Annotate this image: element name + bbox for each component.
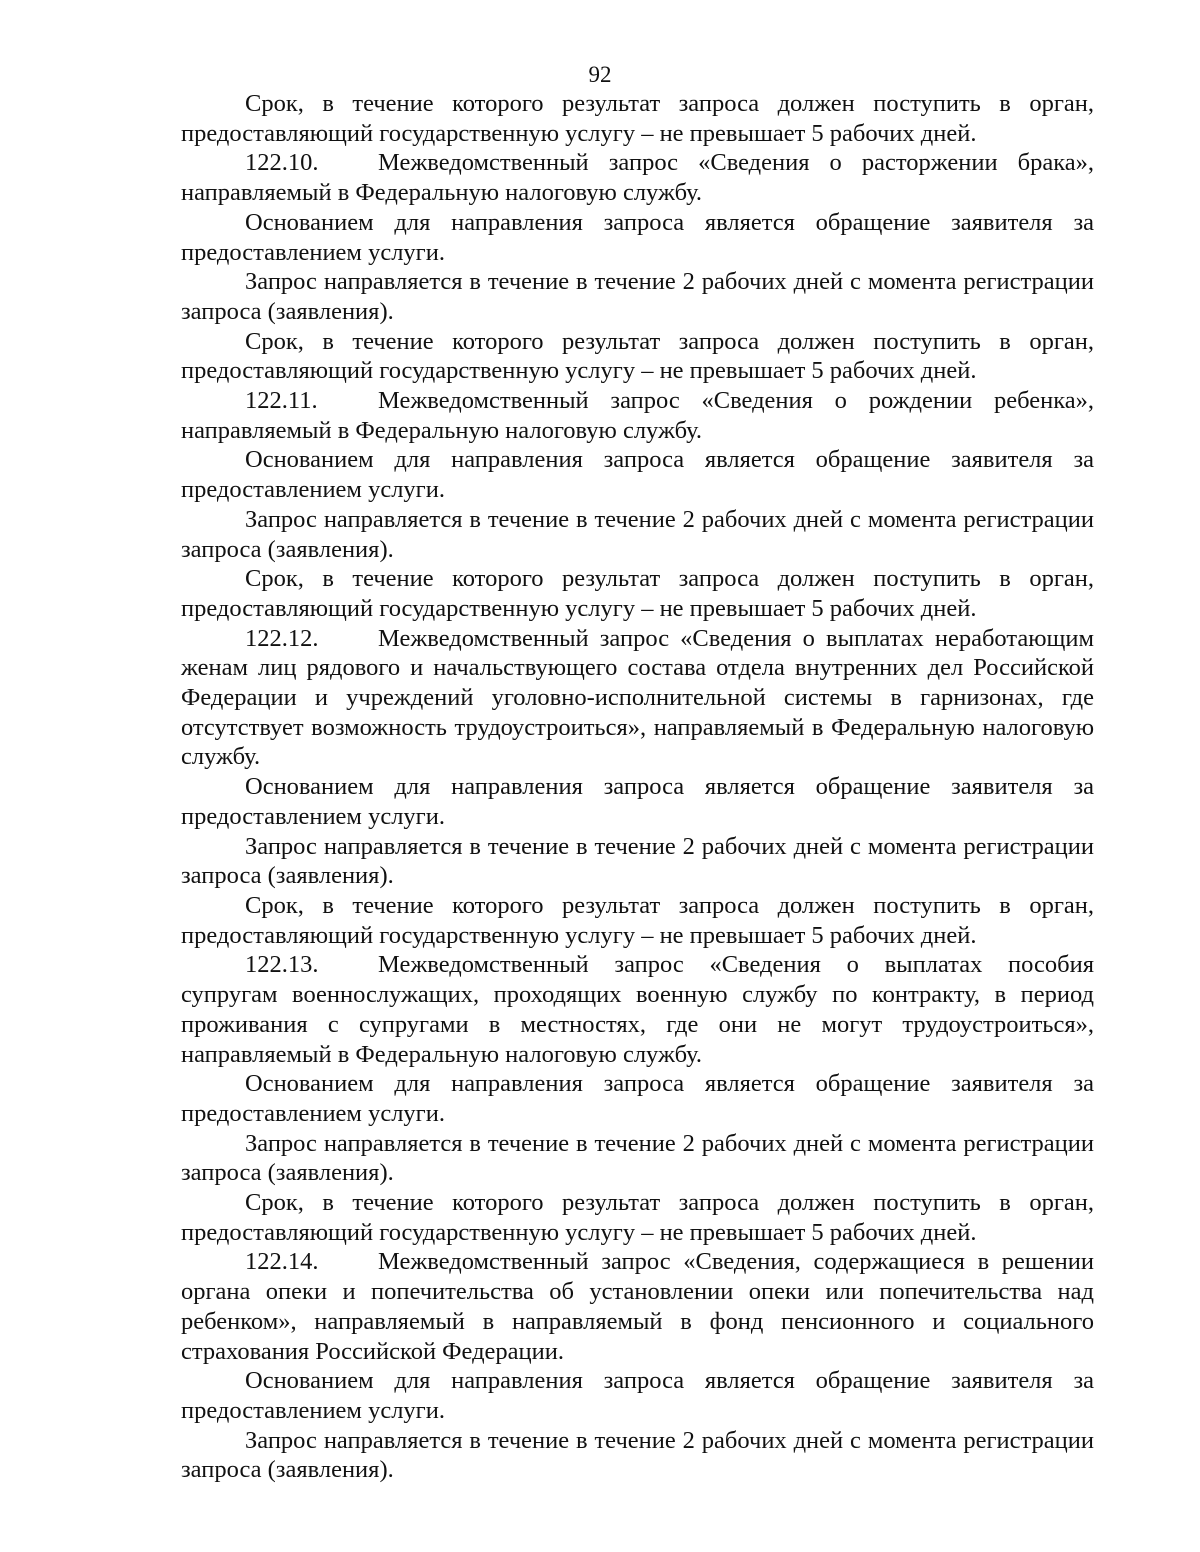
page-number: 92 bbox=[588, 62, 612, 87]
document-body bbox=[181, 89, 1094, 1485]
section-number: 122.10. bbox=[245, 149, 319, 177]
section-122-13 bbox=[181, 950, 1094, 1069]
section-122-12 bbox=[181, 624, 1094, 773]
section-text: Межведомственный запрос «Сведения о рождении ребенка», направляемый в Федеральную налоговую службу. bbox=[181, 387, 1094, 444]
section-text: Межведомственный запрос «Сведения о выплатах пособия супругам военнослужащих, проходящих военную службу по контракту, в период проживания с супругами в местностях, где они не могут трудоустроиться», направляемый в Федеральную налоговую службу. bbox=[181, 951, 1094, 1068]
paragraph-deadline: Срок, в течение которого результат запроса должен поступить в орган, предоставляющий государственную услугу – не превышает 5 рабочих дней. bbox=[181, 565, 1094, 622]
section-text: Межведомственный запрос «Сведения о выплатах неработающим женам лиц рядового и начальствующего состава отдела внутренних дел Российской Федерации и учреждений уголовно-исполнительной системы в гарнизонах, где отсутствует возможность трудоустроиться», направляемый в Федеральную налоговую службу. bbox=[181, 624, 1094, 771]
paragraph-basis: Основанием для направления запроса является обращение заявителя за предоставлением услуги. bbox=[181, 773, 1094, 830]
paragraph-timing: Запрос направляется в течение в течение 2 рабочих дней с момента регистрации запроса (заявления). bbox=[181, 1129, 1094, 1187]
section-122-14 bbox=[181, 1247, 1094, 1366]
paragraph-basis: Основанием для направления запроса является обращение заявителя за предоставлением услуги. bbox=[181, 208, 1094, 266]
paragraph-basis: Основанием для направления запроса является обращение заявителя за предоставлением услуги. bbox=[181, 446, 1094, 504]
paragraph-timing: Запрос направляется в течение в течение 2 рабочих дней с момента регистрации запроса (заявления). bbox=[181, 1426, 1094, 1484]
paragraph-basis: Основанием для направления запроса является обращение заявителя за предоставлением услуги. bbox=[181, 1070, 1094, 1127]
paragraph-timing: Запрос направляется в течение в течение 2 рабочих дней с момента регистрации запроса (заявления). bbox=[181, 505, 1094, 563]
section-122-11 bbox=[181, 386, 1094, 445]
paragraph-basis: Основанием для направления запроса является обращение заявителя за предоставлением услуги. bbox=[181, 1367, 1094, 1424]
section-number: 122.14. bbox=[245, 1248, 319, 1276]
section-number: 122.13. bbox=[245, 951, 319, 979]
paragraph-timing: Запрос направляется в течение в течение 2 рабочих дней с момента регистрации запроса (заявления). bbox=[181, 268, 1094, 325]
paragraph-deadline: Срок, в течение которого результат запроса должен поступить в орган, предоставляющий государственную услугу – не превышает 5 рабочих дней. bbox=[181, 891, 1094, 949]
paragraph-deadline: Срок, в течение которого результат запроса должен поступить в орган, предоставляющий государственную услугу – не превышает 5 рабочих дней. bbox=[181, 1189, 1094, 1246]
paragraph-deadline: Срок, в течение которого результат запроса должен поступить в орган, предоставляющий государственную услугу – не превышает 5 рабочих дней. bbox=[181, 90, 1094, 147]
section-text: Межведомственный запрос «Сведения о расторжении брака», направляемый в Федеральную налоговую службу. bbox=[181, 149, 1094, 207]
paragraph-deadline: Срок, в течение которого результат запроса должен поступить в орган, предоставляющий государственную услугу – не превышает 5 рабочих дней. bbox=[181, 327, 1094, 385]
section-text: Межведомственный запрос «Сведения, содержащиеся в решении органа опеки и попечительства об установлении опеки или попечительства над ребенком», направляемый в направляемый в фонд пенсионного и социального страхования Российской Федерации. bbox=[181, 1248, 1094, 1365]
paragraph-timing: Запрос направляется в течение в течение 2 рабочих дней с момента регистрации запроса (заявления). bbox=[181, 832, 1094, 890]
section-number: 122.11. bbox=[245, 387, 318, 415]
section-number: 122.12. bbox=[245, 624, 319, 652]
section-122-10 bbox=[181, 148, 1094, 207]
